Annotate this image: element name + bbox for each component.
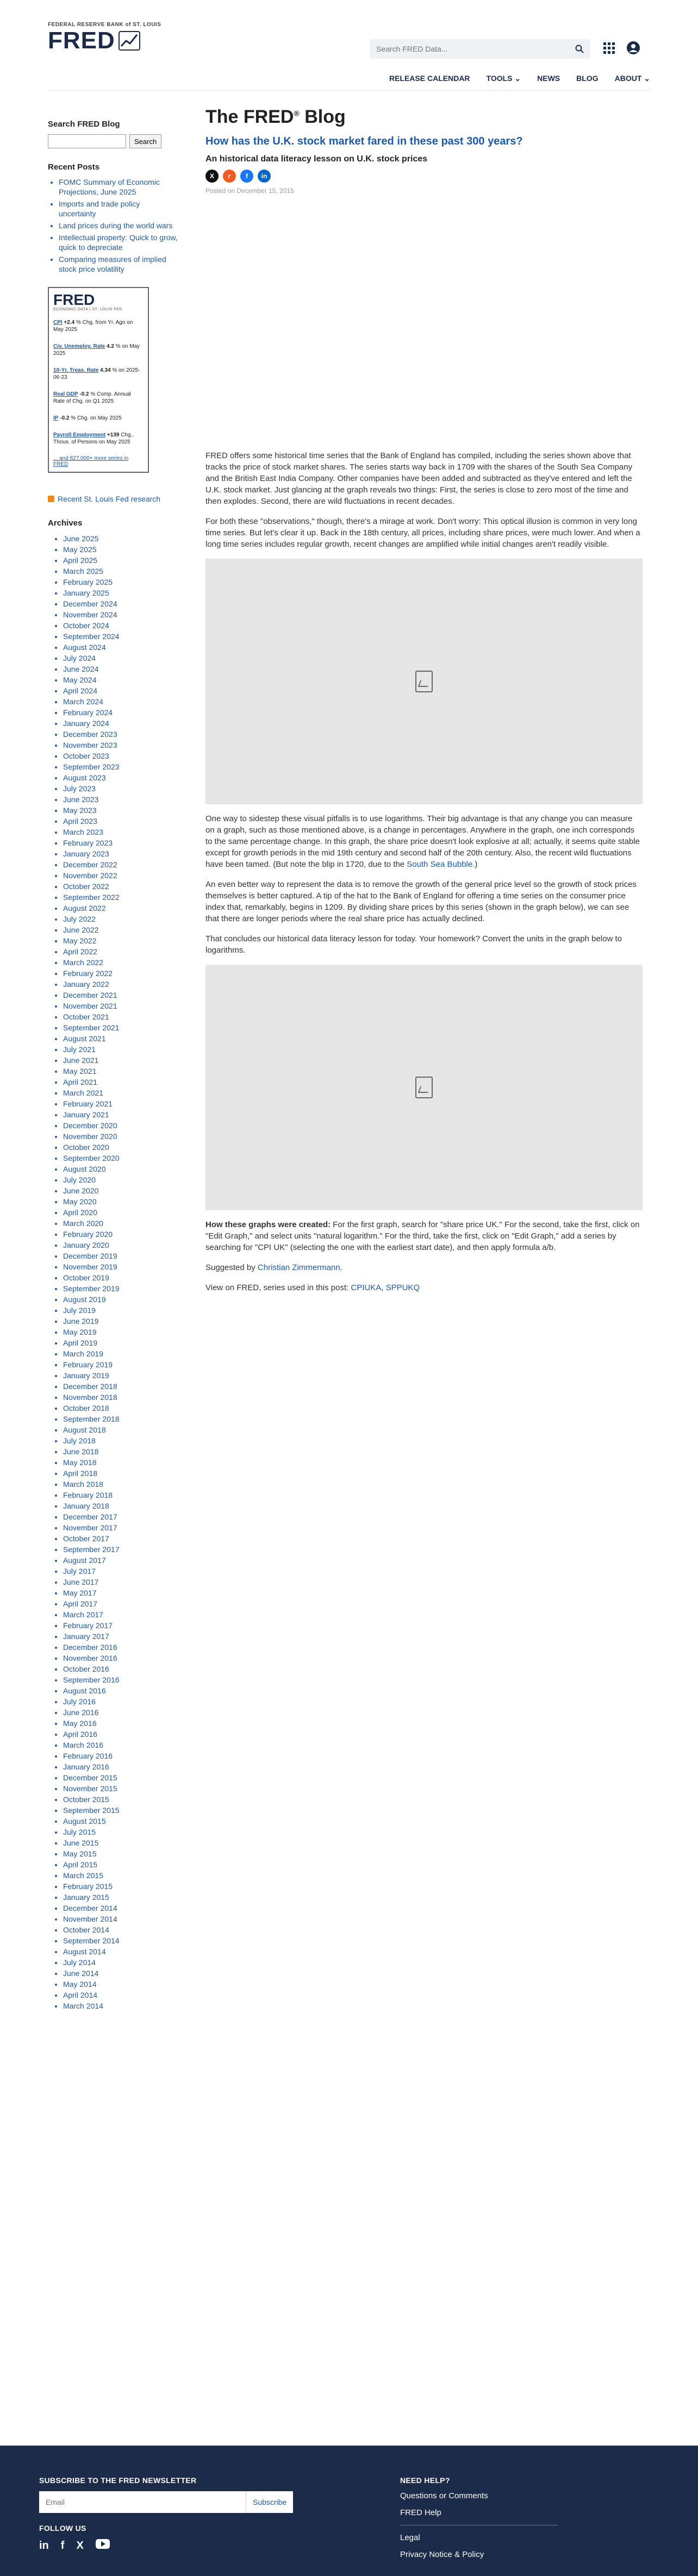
newsletter-heading: SUBSCRIBE TO THE FRED NEWSLETTER (39, 2476, 197, 2485)
widget-series-link[interactable]: Payroll Employment (53, 432, 106, 438)
fred-data-widget (48, 287, 149, 473)
research-rss-link[interactable] (48, 495, 178, 503)
widget-series-value: +2.4 (64, 320, 75, 326)
archive-month-link[interactable]: • February 2016 (63, 1750, 178, 1761)
blog-search-input[interactable] (48, 134, 126, 148)
archive-month-link[interactable]: • February 2024 (63, 707, 178, 718)
widget-series-link[interactable]: 10-Yr. Treas. Rate (53, 367, 99, 373)
archive-month-link[interactable]: • August 2018 (63, 1424, 178, 1435)
archive-month-link[interactable]: • December 2021 (63, 990, 178, 1001)
archive-month-link[interactable]: • October 2020 (63, 1142, 178, 1153)
widget-series-item (53, 432, 144, 446)
fred-search-bar[interactable] (370, 39, 590, 59)
archive-month-link[interactable]: • October 2016 (63, 1664, 178, 1674)
fred-logo[interactable] (48, 22, 161, 53)
archive-month-link[interactable]: • August 2024 (63, 642, 178, 653)
archive-month-link[interactable]: • March 2015 (63, 1870, 178, 1881)
blog-title-text: The FRED (205, 107, 294, 127)
widget-series-item (53, 343, 144, 357)
recent-post-link[interactable]: • Intellectual property: Quick to grow, quick to depreciate (59, 233, 178, 252)
linkedin-icon[interactable]: in (39, 2539, 49, 2552)
archive-month-link[interactable]: • March 2017 (63, 1609, 178, 1620)
archive-month-link[interactable]: • April 2018 (63, 1468, 178, 1479)
archive-month-link[interactable]: • June 2019 (63, 1316, 178, 1327)
series-link-cpiuka[interactable]: CPIUKA (351, 1283, 382, 1292)
widget-series-item (53, 319, 144, 333)
archive-month-link[interactable]: • January 2022 (63, 979, 178, 990)
suggested-by (205, 1262, 643, 1273)
archive-month-link[interactable]: • April 2021 (63, 1077, 178, 1087)
archive-month-link[interactable]: • April 2022 (63, 946, 178, 957)
how-created-paragraph (205, 1219, 643, 1253)
nav-divider (48, 90, 650, 91)
archive-month-link[interactable]: • August 2015 (63, 1816, 178, 1827)
archive-month-link[interactable]: • March 2022 (63, 957, 178, 968)
archive-month-link[interactable]: • September 2020 (63, 1153, 178, 1164)
archive-month-link[interactable]: • September 2014 (63, 1935, 178, 1946)
archive-month-link[interactable]: • March 2014 (63, 2000, 178, 2011)
archive-month-link[interactable]: • September 2018 (63, 1414, 178, 1424)
rss-icon (48, 496, 54, 502)
archive-month-link[interactable]: • November 2019 (63, 1261, 178, 1272)
follow-us-heading: FOLLOW US (39, 2524, 86, 2533)
archive-month-link[interactable]: • May 2023 (63, 805, 178, 816)
archive-month-link[interactable]: • July 2017 (63, 1566, 178, 1577)
archive-month-link[interactable]: • October 2019 (63, 1272, 178, 1283)
post-date: Posted on December 15, 2015 (205, 187, 294, 195)
recent-post-link[interactable]: • Imports and trade policy uncertainty (59, 199, 178, 218)
subscribe-button[interactable]: Subscribe (246, 2491, 293, 2513)
widget-series-item (53, 367, 144, 381)
archive-month-link[interactable]: • August 2014 (63, 1946, 178, 1957)
post-paragraph (205, 813, 643, 870)
blog-title (205, 107, 643, 128)
sidebar (48, 120, 178, 2011)
archive-month-link[interactable]: • December 2024 (63, 598, 178, 609)
archive-month-link[interactable]: • April 2016 (63, 1729, 178, 1740)
post-title[interactable]: How has the U.K. stock market fared in these past 300 years? (205, 135, 523, 147)
archive-month-link[interactable]: • February 2020 (63, 1229, 178, 1240)
archive-month-link[interactable]: • June 2016 (63, 1707, 178, 1718)
need-help-heading: NEED HELP? (400, 2476, 450, 2485)
blog-title-suffix: Blog (304, 107, 346, 127)
archive-month-link[interactable]: • December 2015 (63, 1772, 178, 1783)
widget-series-detail: % Chg. on May 2025 (71, 415, 122, 421)
image-icon (415, 671, 433, 692)
archive-month-link[interactable]: • June 2020 (63, 1185, 178, 1196)
post-paragraph: FRED offers some historical time series that the Bank of England has compiled, including the series shown above that tracks the price of stock market shares. The series starts way back in 1709 with the shares of the South Sea Company and the British East India Company. Other companies have been added and subtracted as they've entered and left the U.K. stock market. Just glancing at the graph reveals two things: First, the series is close to zero most of the time and then explodes. Second, there are wild fluctuations in recent decades. (205, 451, 633, 506)
widget-series-value: -0.2 (79, 391, 89, 397)
archive-month-link[interactable]: • June 2024 (63, 664, 178, 674)
archive-month-link[interactable]: • March 2025 (63, 566, 178, 577)
archive-month-link[interactable]: • January 2023 (63, 848, 178, 859)
chart-logo-icon (119, 31, 140, 51)
archive-month-link[interactable]: • May 2024 (63, 674, 178, 685)
graph-placeholder[interactable] (205, 559, 643, 804)
archive-month-link[interactable]: • February 2023 (63, 837, 178, 848)
archive-month-link[interactable]: • April 2024 (63, 685, 178, 696)
archive-month-link[interactable]: • July 2018 (63, 1435, 178, 1446)
archive-month-link[interactable]: • October 2014 (63, 1924, 178, 1935)
archive-month-link[interactable]: • June 2017 (63, 1577, 178, 1587)
archive-month-link[interactable]: • February 2021 (63, 1098, 178, 1109)
archive-month-link[interactable]: • April 2015 (63, 1859, 178, 1870)
archive-month-link[interactable]: • March 2021 (63, 1087, 178, 1098)
research-link-label[interactable]: Recent St. Louis Fed research (58, 495, 161, 503)
recent-post-link[interactable]: • Land prices during the world wars (59, 221, 178, 230)
nav-tools-label: TOOLS (486, 74, 513, 83)
archive-month-link[interactable]: • June 2023 (63, 794, 178, 805)
archive-month-link[interactable]: • April 2014 (63, 1990, 178, 2000)
fred-search-input[interactable] (376, 45, 575, 53)
widget-series-item (53, 391, 144, 405)
archive-month-link[interactable]: • November 2023 (63, 740, 178, 751)
suggested-end: . (340, 1263, 342, 1272)
widget-series-detail: Chg., Thous. of Persons on May 2025 (53, 432, 134, 445)
archive-month-link[interactable]: • August 2022 (63, 903, 178, 914)
archive-month-link[interactable]: • September 2024 (63, 631, 178, 642)
recent-post-link[interactable]: • Comparing measures of implied stock price volatility (59, 254, 178, 274)
archive-month-link[interactable]: • November 2017 (63, 1522, 178, 1533)
archive-month-link[interactable]: • October 2015 (63, 1794, 178, 1805)
widget-subtitle: ECONOMIC DATA | ST. LOUIS FED (53, 308, 122, 311)
share-buttons (205, 170, 643, 183)
privacy-link[interactable]: Privacy Notice & Policy (400, 2550, 484, 2559)
archive-month-link[interactable]: • December 2018 (63, 1381, 178, 1392)
archive-month-link[interactable]: • January 2016 (63, 1761, 178, 1772)
archive-month-link[interactable]: • May 2017 (63, 1587, 178, 1598)
main-nav (389, 74, 650, 83)
archive-month-link[interactable]: • January 2018 (63, 1500, 178, 1511)
archive-month-link[interactable]: • June 2022 (63, 924, 178, 935)
archive-month-link[interactable]: • April 2017 (63, 1598, 178, 1609)
archive-month-link[interactable]: • October 2017 (63, 1533, 178, 1544)
archive-month-link[interactable]: • January 2017 (63, 1631, 178, 1642)
nav-about-label: ABOUT (614, 74, 642, 83)
archive-month-link[interactable]: • December 2016 (63, 1642, 178, 1653)
archive-month-link[interactable]: • August 2016 (63, 1685, 178, 1696)
post-subtitle: An historical data literacy lesson on U.K. stock prices (205, 154, 428, 164)
archives-heading: Archives (48, 518, 83, 528)
archive-month-link[interactable]: • January 2021 (63, 1109, 178, 1120)
archive-month-link[interactable]: • September 2023 (63, 761, 178, 772)
graph-placeholder[interactable] (205, 965, 643, 1210)
archive-month-link[interactable]: • July 2022 (63, 914, 178, 924)
recent-posts-list (48, 177, 178, 274)
nav-blog[interactable]: BLOG (576, 74, 599, 83)
x-share-icon[interactable]: X (205, 170, 219, 183)
archive-month-link[interactable]: • November 2015 (63, 1783, 178, 1794)
archive-month-link[interactable]: • July 2024 (63, 653, 178, 664)
archive-month-link[interactable]: • May 2019 (63, 1327, 178, 1337)
archive-month-link[interactable]: • December 2020 (63, 1120, 178, 1131)
newsletter-email-input[interactable] (39, 2491, 246, 2513)
archive-month-link[interactable]: • June 2021 (63, 1055, 178, 1066)
widget-series-link[interactable]: Civ. Unemploy. Rate (53, 343, 105, 349)
archive-month-link[interactable]: • February 2018 (63, 1490, 178, 1500)
archive-month-link[interactable]: • September 2016 (63, 1674, 178, 1685)
facebook-share-icon[interactable]: f (240, 170, 253, 183)
archive-month-link[interactable]: • May 2018 (63, 1457, 178, 1468)
archive-month-link[interactable]: • September 2015 (63, 1805, 178, 1816)
blog-search-button[interactable]: Search (129, 134, 161, 148)
archive-month-link[interactable]: • June 2025 (63, 533, 178, 544)
archive-month-link[interactable]: • February 2019 (63, 1359, 178, 1370)
social-links (39, 2539, 293, 2552)
series-used: View on FRED, series used in this post: CPIUKA, SPPUKQ (205, 1283, 420, 1292)
post-paragraph: For both these "observations," though, there's a mirage at work. Don't worry: This optical illusion is common in very long time series. But let's clear it up. Back in the 18th century, all prices, including share prices, were much lower. And when a long time series includes regular growth, recent changes are amplified while initial changes aren't readily visible. (205, 517, 640, 549)
user-account-icon[interactable] (627, 41, 640, 54)
site-footer (0, 2446, 698, 2576)
widget-series-detail: % on May 2025 (53, 343, 140, 357)
chevron-down-icon: ⌄ (644, 74, 650, 83)
archive-month-link[interactable]: • December 2014 (63, 1903, 178, 1914)
archive-month-link[interactable]: • February 2022 (63, 968, 178, 979)
archive-month-link[interactable]: • November 2022 (63, 870, 178, 881)
archive-month-link[interactable]: • January 2025 (63, 587, 178, 598)
chevron-down-icon: ⌄ (514, 74, 521, 83)
widget-series-value: +139 (107, 432, 120, 438)
archive-month-link[interactable]: • September 2017 (63, 1544, 178, 1555)
archive-month-link[interactable]: • January 2020 (63, 1240, 178, 1251)
archive-month-link[interactable]: • February 2015 (63, 1881, 178, 1892)
archive-month-link[interactable]: • August 2020 (63, 1164, 178, 1174)
widget-more-series-link[interactable]: ... and 827,000+ more series in FRED (53, 455, 129, 467)
blog-search-heading: Search FRED Blog (48, 120, 120, 129)
archive-month-link[interactable]: • August 2021 (63, 1033, 178, 1044)
archive-month-link[interactable]: • November 2016 (63, 1653, 178, 1664)
archive-month-link[interactable]: • August 2023 (63, 772, 178, 783)
archive-month-link[interactable]: • March 2016 (63, 1740, 178, 1750)
widget-series-link[interactable]: Real GDP (53, 391, 78, 397)
archive-month-link[interactable]: • August 2019 (63, 1294, 178, 1305)
archive-month-link[interactable]: • July 2020 (63, 1174, 178, 1185)
how-created-text: For the first graph, search for "share price UK." For the second, take the first, click on "Edit Graph," and select units "natural logarithm." For the third, take the first, click on "Edit Graph," add a series by searching for "CPI UK" (selecting the one with the earliest start date), and then apply formula a/b. (205, 1220, 640, 1252)
archive-month-link[interactable]: • November 2020 (63, 1131, 178, 1142)
archive-month-link[interactable]: • December 2022 (63, 859, 178, 870)
archive-month-link[interactable]: • May 2016 (63, 1718, 178, 1729)
brand-tagline: FEDERAL RESERVE BANK of ST. LOUIS (48, 22, 161, 28)
archive-month-link[interactable]: • April 2019 (63, 1337, 178, 1348)
archive-month-link[interactable]: • July 2014 (63, 1957, 178, 1968)
blog-post (205, 107, 643, 1302)
widget-series-detail: % on 2025-06-23 (53, 367, 140, 380)
archive-month-link[interactable]: • November 2014 (63, 1914, 178, 1924)
archive-month-link[interactable]: • May 2014 (63, 1979, 178, 1990)
archive-month-link[interactable]: • December 2023 (63, 729, 178, 740)
questions-link[interactable]: Questions or Comments (400, 2491, 488, 2500)
archive-month-link[interactable]: • June 2014 (63, 1968, 178, 1979)
facebook-icon[interactable]: f (60, 2539, 65, 2552)
post-paragraph: That concludes our historical data literacy lesson for today. Your homework? Convert the units in the graph below to logarithms. (205, 934, 622, 955)
nav-tools[interactable] (487, 74, 521, 83)
archive-month-link[interactable]: • April 2020 (63, 1207, 178, 1218)
widget-series-link[interactable]: CPI (53, 320, 63, 326)
suggested-prefix: Suggested by (205, 1263, 255, 1272)
fred-help-link[interactable]: FRED Help (400, 2508, 441, 2517)
widget-series-item (53, 415, 144, 422)
blog-search-form (48, 134, 178, 148)
archive-month-link[interactable]: • March 2024 (63, 696, 178, 707)
widget-series-value: -0.2 (60, 415, 70, 421)
archive-month-link[interactable]: • March 2018 (63, 1479, 178, 1490)
archive-month-link[interactable]: • July 2023 (63, 783, 178, 794)
recent-post-link[interactable]: • FOMC Summary of Economic Projections, June 2025 (59, 177, 178, 197)
archive-month-link[interactable]: • January 2019 (63, 1370, 178, 1381)
widget-series-detail: % Chg. from Yr. Ago on May 2025 (53, 320, 133, 333)
archive-month-link[interactable]: • March 2023 (63, 827, 178, 837)
archive-month-link[interactable]: • July 2019 (63, 1305, 178, 1316)
archive-month-link[interactable]: • November 2021 (63, 1001, 178, 1011)
archive-month-link[interactable]: • October 2024 (63, 620, 178, 631)
archive-month-link[interactable]: • October 2023 (63, 751, 178, 761)
paragraph-text: One way to sidestep these visual pitfalls is to use logarithms. Their big advantage is that any change you can measure on a graph, such as those mentioned above, is a change in percentages. Anywhere in the graph, one inch corresponds to the same percentage change. In this graph, the share price doesn't look explosive at all; actually, it seems quite stable except for growth periods in the mid 19th century and second half of the 20th century. Also, the recent wild fluctuations have been tamed. (But note the blip in 1720, due to the (205, 814, 640, 869)
widget-series-link[interactable]: IP (53, 415, 59, 421)
archive-month-link[interactable]: • October 2022 (63, 881, 178, 892)
author-link[interactable]: Christian Zimmermann (257, 1263, 340, 1272)
brand-wordmark: FRED (48, 27, 115, 54)
archive-month-link[interactable]: • May 2025 (63, 544, 178, 555)
south-sea-bubble-link[interactable]: South Sea Bubble (407, 860, 473, 869)
registered-mark: ® (294, 109, 300, 118)
series-used-prefix: View on FRED, series used in this post: (205, 1283, 349, 1292)
widget-series-value: 4.2 (107, 343, 114, 349)
archive-month-link[interactable]: • December 2019 (63, 1251, 178, 1261)
post-paragraph: An even better way to represent the data is to remove the growth of the general price level so the growth of stock prices themselves is better captured. A tip of the hat to the Bank of England for offering a time series on the consumer price index that, remarkably, begins in 1209. By dividing share prices by this series (shown in the graph below), we can see that there are longer periods where the real share price has actually declined. (205, 880, 637, 923)
archive-month-link[interactable]: • April 2023 (63, 816, 178, 827)
youtube-icon[interactable] (96, 2539, 110, 2552)
recent-posts-heading: Recent Posts (48, 162, 100, 172)
archive-month-link[interactable]: • July 2016 (63, 1696, 178, 1707)
archive-month-link[interactable]: • December 2017 (63, 1511, 178, 1522)
archive-month-link[interactable]: • October 2018 (63, 1403, 178, 1414)
nav-release-calendar[interactable]: RELEASE CALENDAR (389, 74, 470, 83)
archive-month-link[interactable]: • February 2017 (63, 1620, 178, 1631)
nav-about[interactable] (615, 74, 650, 83)
widget-series-detail: % Comp. Annual Rate of Chg. on Q1 2025 (53, 391, 131, 404)
archive-month-link[interactable]: • November 2024 (63, 609, 178, 620)
archive-month-link[interactable]: • July 2015 (63, 1827, 178, 1837)
linkedin-share-icon[interactable]: in (258, 170, 271, 183)
archive-month-link[interactable]: • June 2015 (63, 1837, 178, 1848)
archive-month-link[interactable]: • January 2015 (63, 1892, 178, 1903)
archive-month-link[interactable]: • May 2021 (63, 1066, 178, 1077)
widget-logo: FRED (53, 291, 95, 308)
archive-month-link[interactable]: • November 2018 (63, 1392, 178, 1403)
archive-month-link[interactable]: • March 2020 (63, 1218, 178, 1229)
archive-month-link[interactable]: • September 2019 (63, 1283, 178, 1294)
apps-grid-icon[interactable] (603, 42, 615, 54)
reddit-share-icon[interactable]: r (223, 170, 236, 183)
search-icon[interactable] (575, 45, 584, 53)
archive-month-link[interactable]: • April 2025 (63, 555, 178, 566)
archive-month-link[interactable]: • February 2025 (63, 577, 178, 587)
how-created-label: How these graphs were created: (205, 1220, 331, 1229)
newsletter-form (39, 2491, 293, 2513)
site-header (0, 0, 698, 58)
archive-month-link[interactable]: • January 2024 (63, 718, 178, 729)
paragraph-end: .) (472, 860, 478, 869)
archive-month-link[interactable]: • May 2015 (63, 1848, 178, 1859)
legal-link[interactable]: Legal (400, 2533, 420, 2542)
x-icon[interactable]: X (76, 2539, 84, 2552)
widget-series-value: 4.34 (100, 367, 111, 373)
nav-news[interactable]: NEWS (537, 74, 560, 83)
archives-list (48, 533, 178, 2011)
archive-month-link[interactable]: • September 2021 (63, 1022, 178, 1033)
archive-month-link[interactable]: • May 2022 (63, 935, 178, 946)
archive-month-link[interactable]: • June 2018 (63, 1446, 178, 1457)
archive-month-link[interactable]: • May 2020 (63, 1196, 178, 1207)
archive-month-link[interactable]: • September 2022 (63, 892, 178, 903)
archive-month-link[interactable]: • July 2021 (63, 1044, 178, 1055)
image-icon (415, 1077, 433, 1098)
archive-month-link[interactable]: • March 2019 (63, 1348, 178, 1359)
archive-month-link[interactable]: • October 2021 (63, 1011, 178, 1022)
archive-month-link[interactable]: • August 2017 (63, 1555, 178, 1566)
series-link-sppukq[interactable]: SPPUKQ (385, 1283, 420, 1292)
